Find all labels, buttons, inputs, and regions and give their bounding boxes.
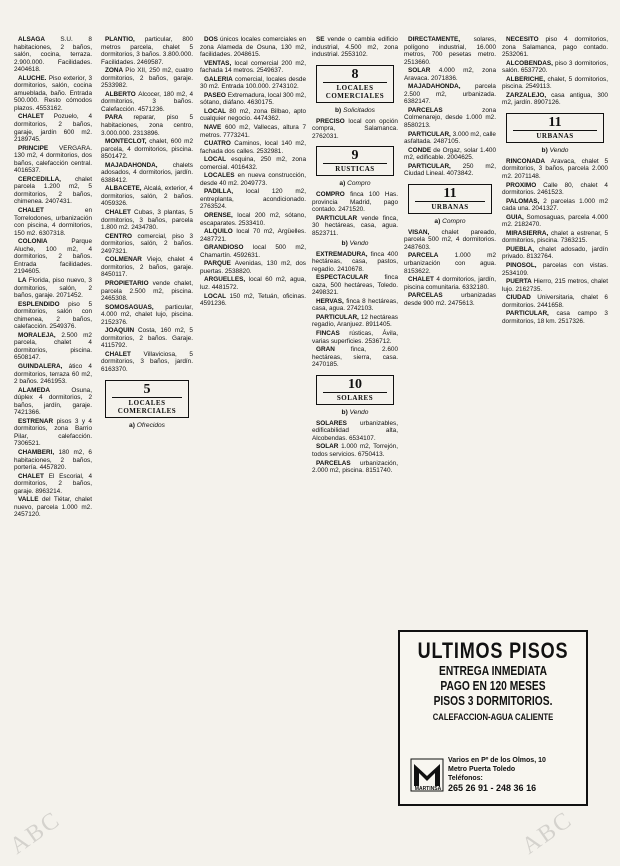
classified-ad (200, 188, 306, 211)
classified-ad-lead: GRANDIOSO (204, 244, 253, 252)
ad-address-2: Metro Puerta Toledo (448, 766, 516, 773)
classified-ad (502, 76, 608, 91)
classified-ad-body: chalet a estrenar, 5 dormitorios, piscina. 7363215. (502, 229, 608, 245)
classified-ad-body: Universitaria, chalet 6 dormitorios. 2441658. (502, 294, 608, 309)
classified-ad (200, 156, 306, 171)
classified-ad (200, 124, 306, 139)
classified-ad-lead: PARCELA (408, 252, 455, 260)
classified-ad-lead: LOCAL (204, 292, 230, 300)
classified-ad-lead: CENTRO (105, 232, 138, 240)
classified-ad (502, 60, 608, 75)
classified-ad-lead: PUEBLA, (506, 245, 539, 253)
classified-ad (14, 145, 92, 175)
classified-ad (14, 176, 92, 206)
classified-ad-body: local 70 m2, Argüelles. 2487721. (200, 228, 306, 243)
classified-ad-body: de Orgaz, solar 1.400 m2, edificable. 2004625. (404, 146, 496, 162)
ad-phone-label: Teléfonos: (448, 775, 483, 782)
section-number: 5 (143, 381, 151, 397)
classified-ad-body: del Tiétar, chalet nuevo, parcela 1.000 m2. 2457120. (14, 496, 92, 519)
classified-ad-lead: CERCEDILLA, (18, 175, 75, 183)
section-title: URBANAS (513, 130, 597, 140)
classified-ad-body: Osuna, dúplex 4 dormitorios, 2 baños, jardín, garaje. 7421366. (14, 386, 92, 417)
classified-ad-body: comercial, piso 3 dormitorios, salón, 2 baños. 2497321. (101, 232, 193, 255)
classified-ad-lead: SE (316, 36, 328, 43)
classified-ad (502, 294, 608, 309)
classified-ad-lead: SOLAR (408, 67, 439, 75)
classified-ad-lead: PRINCIPE (18, 144, 59, 152)
classified-ad-body: Viejo, chalet 4 dormitorios, 2 baños, garaje. 8450117. (101, 256, 193, 279)
section-number: 11 (548, 114, 562, 130)
classified-ad-lead: VISAN, (408, 228, 442, 236)
classified-ad-body: urbanizadas desde 900 m2. 2475613. (404, 292, 496, 307)
classified-ad-body: local 60 m2, agua, luz. 4481572. (200, 276, 306, 291)
column-1 (14, 36, 92, 862)
display-advertisement (398, 630, 588, 806)
classified-ad-lead: CHALET (18, 207, 85, 215)
section-title: LOCALES COMERCIALES (112, 397, 182, 415)
classified-ad-lead: PARCELAS (408, 292, 462, 300)
ad-contact (448, 756, 578, 794)
classified-ad-body: 180 m2, 6 habitaciones, 2 baños, portería. 4457820. (14, 448, 92, 472)
classified-ad-body: Calle 80, chalet 4 dormitorios. 2461523. (502, 181, 608, 197)
section-header-urbanas (408, 184, 492, 214)
classified-ad (404, 276, 496, 291)
section-header-rusticas (316, 146, 394, 176)
classified-ad-lead: CHALET (408, 276, 437, 284)
classified-ad-body: VERGARA. 130 m2, 4 dormitorios, dos baños, calefacción central. 4016537. (14, 144, 92, 175)
classified-ad-lead: PRECISO (316, 117, 349, 125)
section-title: LOCALES COMERCIALES (323, 82, 387, 100)
classified-ad-lead: VENTAS, (204, 59, 235, 67)
classified-ad (502, 182, 608, 197)
classified-ad-lead: VALLE (18, 496, 42, 504)
classified-ad (502, 310, 608, 325)
classified-ad (404, 252, 496, 275)
subsection-label: a) Ofrecidos (129, 421, 165, 429)
classified-ad-body: Aravaca, chalet 5 dormitorios, 3 baños, parcela 2.000 m2. 2071148. (502, 157, 608, 181)
column-4 (312, 36, 398, 862)
classified-ad-lead: CHALET (18, 472, 49, 480)
classified-ad-lead: LA (18, 276, 29, 284)
classified-ad (312, 330, 398, 345)
classified-ad-body: Costa, 160 m2, 5 dormitorios, 2 baños. Garaje. 4115792. (101, 327, 193, 350)
subsection-label: a) Compro (339, 180, 371, 188)
classified-ad (312, 118, 398, 141)
classified-ad-body: particular, 800 metros parcela, chalet 5 dormitorios, 3 baños. 3.800.000. Facilidades. 2469587. (101, 36, 193, 66)
section-title: SOLARES (323, 392, 387, 402)
classified-ad-lead: EXTREMADURA, (316, 250, 371, 258)
classified-ad (200, 276, 306, 291)
subsection-label: b) Solicitados (335, 106, 375, 114)
classified-ad-lead: PARA (105, 114, 134, 122)
classified-ad-lead: SOMOSAGUAS, (105, 303, 166, 311)
classified-ad-body: finca caza, 500 hectáreas, Toledo. 2498321. (312, 274, 398, 297)
classified-ad-lead: DOS (204, 36, 220, 43)
ad-line-bedrooms: PISOS 3 DORMITORIOS. (433, 694, 553, 708)
classified-ad-body: vende finca, 30 hectáreas, casa, agua. 8523711. (312, 214, 398, 238)
classified-ad-lead: ALAMEDA (18, 386, 72, 394)
classified-ad-lead: PARTICULAR, (316, 313, 361, 321)
classified-ad-body: Cubas, 3 plantas, 5 dormitorios, 3 baños, parcela 1.800 m2. 2434780. (101, 209, 193, 232)
classified-ad-body: 12 hectáreas regadío, Aranjuez. 8911405. (312, 313, 398, 329)
section-header-solares (316, 375, 394, 405)
classified-ad (101, 256, 193, 279)
classified-ad-lead: GRAN (316, 346, 351, 354)
section-title: RUSTICAS (323, 163, 387, 173)
classified-ad-lead: CHALET (105, 350, 144, 358)
classified-ad-body: únicos locales comerciales en zona Alameda de Osuna, 130 m2, facilidades. 2048615. (200, 36, 306, 59)
classified-ad-lead: ZARZALEJO, (506, 91, 552, 99)
classified-ad-lead: GUINDALERA, (18, 362, 69, 370)
classified-ad-lead: PROXIMO (506, 181, 544, 189)
classified-ad-lead: PARTICULAR, (408, 162, 463, 170)
classified-ad-body: casa antigua, 300 m2, jardín. 8907126. (502, 91, 608, 107)
classified-ad-lead: CHAMBERI, (18, 448, 59, 456)
classified-ad (101, 327, 193, 350)
classified-ad-body: Pío XII, 250 m2, cuatro dormitorios, 2 baños, garaje. 2533982. (101, 67, 193, 90)
classified-ad-lead: ALQUILO (204, 228, 237, 236)
classified-ad-lead: MAJADAHONDA, (105, 161, 173, 169)
ad-footer (408, 756, 578, 798)
classified-ad-lead: CUATRO (204, 140, 235, 148)
classified-ad-body: Pozuelo, 4 dormitorios, 2 baños, garaje, jardín 600 m2. 2189745. (14, 113, 92, 144)
classified-ad-body: 1.000 m2 urbanización con agua. 8153622. (404, 252, 496, 275)
classified-ad (101, 304, 193, 327)
classified-ad-body: local 500 m2, Chamartín. 4592631. (200, 244, 306, 259)
classified-ad (312, 346, 398, 369)
classified-ad-lead: MAJADAHONDA, (408, 83, 476, 91)
classified-ad-body: local 200 m2, sótano, escaparates. 2533410. (200, 212, 306, 227)
classified-ad-body: S.U. 8 habitaciones, 2 baños, salón, cocina, terraza. 2.900.000. Facilidades. 2404618. (14, 36, 92, 74)
classified-ad (200, 244, 306, 259)
classified-ad-body: Extremadura, local 300 m2, sótano, diáfano. 4630175. (200, 91, 306, 107)
classified-ad (14, 449, 92, 472)
classified-ad (312, 251, 398, 274)
classified-ad-lead: ESPECTACULAR (316, 274, 385, 282)
column-3 (200, 36, 306, 862)
classified-ad-body: chalet pareado, parcela 500 m2, 4 dormitorios. 2487603. (404, 228, 496, 251)
classified-ad (502, 36, 608, 59)
classified-ad-body: local comercial 200 m2, fachada 14 metros. 2549637. (200, 59, 306, 75)
section-header-locales (105, 380, 189, 418)
classified-ad-lead: PARCELAS (408, 106, 483, 114)
classified-ad-lead: PARTICULAR, (408, 130, 453, 138)
classified-ad-body: Somosaguas, parcela 4.000 m2. 2182470. (502, 213, 608, 229)
classified-ad-lead: PALOMAS, (506, 197, 544, 205)
classified-ad-body: 4 dormitorios, jardín, piscina comunitaria. 6332180. (404, 276, 496, 291)
classified-ad-lead: CHALET (105, 209, 134, 217)
classified-ad (502, 262, 608, 277)
ad-line-heating: CALEFACCION-AGUA CALIENTE (432, 712, 554, 722)
classified-ad-lead: PARTICULAR (316, 214, 362, 222)
classified-ad-body: vende chalet, parcela 2.500 m2, piscina. 2465308. (101, 279, 193, 303)
section-number: 8 (351, 66, 359, 82)
classified-ad-body: chalet, 5 dormitorios, piscina. 2549113. (502, 75, 608, 91)
classified-ad-lead: PARCELAS (316, 459, 360, 467)
classified-ad (312, 274, 398, 297)
classified-ad-body: chalet adosado, jardín privado. 8132764. (502, 245, 608, 261)
classified-ad-lead: PADILLA, (204, 188, 246, 196)
classified-ad (101, 185, 193, 208)
classified-ad-lead: ALBERICHE, (506, 75, 548, 83)
classified-ad-lead: LOCALES (204, 172, 238, 180)
classified-ad-body: pisos 3 y 4 dormitorios, zona Barrio Pilar, calefacción. 7306521. (14, 417, 92, 448)
classified-ad (14, 113, 92, 143)
classified-ad-lead: MIRASIERRA, (506, 229, 551, 237)
classified-ad (14, 36, 92, 74)
classified-ad (101, 351, 193, 374)
classified-ad-body: piso 5 dormitorios, salón con chimenea, 2 baños, calefacción. 2549376. (14, 300, 92, 331)
classified-ad-body: 1.000 m2, Torrejón, todos servicios. 6750413. (312, 443, 398, 458)
subsection-label: b) Vendo (341, 408, 369, 416)
column-2 (101, 36, 193, 862)
classified-ad-body: chalet parcela 1.200 m2, 5 dormitorios, 2 baños, chimenea. 2407431. (14, 175, 92, 206)
classified-ad-lead: PUERTA (506, 278, 534, 286)
classified-ad-lead: ALBERTO (105, 90, 139, 98)
classified-ad (404, 292, 496, 307)
classified-ad-body: 4.000 m2, zona Aravaca. 2071836. (404, 67, 496, 82)
classified-ad (14, 277, 92, 300)
classified-ad (14, 496, 92, 519)
subsection-label: b) Vendo (341, 239, 369, 247)
classified-ad-lead: PARQUE (204, 260, 235, 268)
subsection-label: a) Compro (434, 217, 466, 225)
section-number: 11 (443, 185, 457, 201)
classified-ad (101, 280, 193, 303)
classified-ad-body: Hierro, 215 metros, chalet lujo. 2162735. (502, 278, 608, 293)
classified-ad-body: piso 4 dormitorios, zona Salamanca, pago contado. 2532061. (502, 36, 608, 59)
classified-ad-body: Parque Aluche, 100 m2, 4 dormitorios, 2 baños. Entrada facilidades. 2194605. (14, 238, 92, 276)
classified-ad-body: chalets adosados, 4 dormitorios, jardín. 6388412. (101, 161, 193, 184)
classified-ad-lead: DIRECTAMENTE, (408, 36, 474, 43)
classified-ad (14, 207, 92, 237)
classified-ad-lead: COLONIA (18, 238, 72, 246)
classified-ad-body: El Escorial, 4 dormitorios, 2 baños, garaje. 8963214. (14, 472, 92, 495)
classified-ad-body: Florida, piso nuevo, 3 dormitorios, salón, 2 baños, garaje. 2071452. (14, 276, 92, 300)
classified-ad-body: finca 100 Has. provincia Madrid, pago contado. 2471520. (312, 191, 398, 214)
section-number: 9 (351, 148, 359, 164)
classified-ad (14, 363, 92, 386)
classified-ad-body: particular, 4.000 m2, chalet lujo, piscina. 2152376. (101, 303, 193, 326)
classified-ad (404, 147, 496, 162)
classified-ad-body: rústicas, Ávila, varias superficies. 2536712. (312, 330, 398, 345)
classified-ad-body: piso 3 dormitorios, salón. 6537720. (502, 59, 608, 75)
classified-ad (14, 238, 92, 276)
section-number: 10 (348, 376, 362, 392)
classified-ad-body: solares, polígono industrial, 16.000 metros, 700 pesetas metro. 2513660. (404, 36, 496, 66)
classified-ad-body: comercial, locales desde 30 m2. Entrada 100.000. 2743102. (200, 75, 306, 91)
classified-ad-lead: PLANTIO, (105, 36, 145, 43)
classified-ad-body: parcela 2.500 m2, urbanizada. 6382147. (404, 83, 496, 106)
classified-ad-body: reparar, piso 5 habitaciones, zona centro, 3.000.000. 2313896. (101, 114, 193, 137)
classified-ad (312, 36, 398, 59)
classified-ad-body: finca, 2.600 hectáreas, sierra, casa. 2470185. (312, 346, 398, 369)
classified-ad-body: Villaviciosa, 5 dormitorios, 3 baños, jardín. 6163370. (101, 350, 193, 373)
classified-ad-body: 2 parcelas 1.000 m2 cada una. 2041327. (502, 197, 608, 213)
classified-ad (14, 75, 92, 113)
classified-ad (200, 228, 306, 243)
classified-ad (200, 76, 306, 91)
classified-ad-body: local con opción compra, Salamanca. 2762031. (312, 117, 398, 140)
classified-ad-body: urbanización, 2.000 m2, piscina. 8151740. (312, 459, 398, 475)
classified-ad (101, 91, 193, 114)
classified-ad (502, 278, 608, 293)
classified-ad (200, 293, 306, 308)
classified-ad-body: casa campo 3 dormitorios, 18 km. 2517326. (502, 310, 608, 325)
classified-ad-body: esquina, 250 m2, zona comercial. 4016432. (200, 156, 306, 171)
classified-ad-body: vende o cambia edificio industrial, 4.500 m2, zona industrial. 2553102. (312, 36, 398, 59)
classified-ad (404, 163, 496, 178)
classified-ad-body: Avenidas, 130 m2, dos puertas. 2538820. (200, 260, 306, 275)
classified-ad (14, 332, 92, 362)
classified-ad (101, 209, 193, 232)
classified-ad (101, 233, 193, 256)
classified-ad-body: 600 m2, Vallecas, altura 7 metros. 7773241. (200, 124, 306, 139)
classified-ad-body: local 120 m2, entreplanta, acondicionado. 2763524. (200, 188, 306, 211)
classified-ad (14, 387, 92, 417)
classified-ad-body: finca 8 hectáreas, casa, agua. 2742103. (312, 297, 398, 313)
classified-ad (101, 36, 193, 66)
classified-ad (200, 212, 306, 227)
classified-ad-lead: ESPLENDIDO (18, 300, 69, 308)
classified-ad-body: urbanizables, edificabilidad alta, Alcobendas. 6534107. (312, 419, 398, 442)
classified-ad (200, 108, 306, 123)
classified-ad-lead: PASEO (204, 91, 228, 99)
classified-ad (101, 67, 193, 90)
classified-ad-body: chalet, 600 m2 parcela, 4 dormitorios, piscina. 8501472. (101, 138, 193, 161)
ad-phones: 265 26 91 - 248 36 16 (448, 783, 537, 793)
classified-ad (200, 36, 306, 59)
classified-ad-body: en nueva construcción, desde 40 m2. 2049773. (200, 172, 306, 187)
classified-ad-lead: FINCAS (316, 330, 350, 338)
ad-line-delivery: ENTREGA INMEDIATA (438, 664, 548, 678)
section-header-urbanas-2 (506, 113, 604, 143)
classified-ad (200, 140, 306, 155)
classified-ad-body: Piso exterior, 3 dormitorios, salón, cocina amueblada, baño. Entrada 500.000. Resto cómodos plazos. 4553162. (14, 74, 92, 112)
classified-ad (14, 473, 92, 496)
classified-ad-body: ático 4 dormitorios, terraza 60 m2, 2 baños. 2461953. (14, 362, 92, 386)
classified-ad-lead: CHALET (18, 113, 54, 121)
classified-ad-lead: NECESITO (506, 36, 546, 43)
classified-ad (101, 138, 193, 161)
classified-ad (200, 60, 306, 75)
classified-ad (312, 298, 398, 313)
classified-ad-lead: ALBACETE, (105, 185, 144, 193)
classified-ad-lead: COMPRO (316, 191, 351, 199)
classified-ad-lead: PINOSOL, (506, 262, 543, 270)
classified-ad (101, 114, 193, 137)
classified-ad-body: 3.000 m2, calle asfaltada. 2487105. (404, 130, 496, 146)
ad-headline: ULTIMOS PISOS (417, 638, 569, 663)
classified-ad-body: 2.500 m2 parcela, chalet 4 dormitorios, piscina. 6508147. (14, 331, 92, 362)
classified-ad-body: zona Colmenarejo, desde 1.000 m2. 8580213. (404, 106, 496, 130)
classified-ad-body: 80 m2, zona Bilbao, apto cualquier negocio. 4474362. (200, 107, 306, 123)
classified-ad (502, 214, 608, 229)
classified-ad-lead: CIUDAD (506, 294, 538, 302)
classified-ad-lead: MORALEJA, (18, 331, 62, 339)
classified-ad (200, 172, 306, 187)
classified-ad (404, 229, 496, 252)
classified-ad (312, 460, 398, 475)
classified-ad-lead: LOCAL (204, 107, 230, 115)
classified-ad (101, 162, 193, 185)
classified-ad-lead: HERVAS, (316, 297, 347, 305)
classified-ad (502, 246, 608, 261)
classified-ad-lead: MONTECLOT, (105, 138, 150, 146)
classified-ad-body: en Torrelodones, urbanización con piscina, 4 dormitorios, 150 m2. 6307318. (14, 207, 92, 237)
classified-ad-lead: JOAQUIN (105, 327, 138, 335)
ad-address-1: Varios en Pº de los Olmos, 10 (448, 757, 546, 764)
classified-ad-lead: COLMENAR (105, 256, 147, 264)
classified-ad-body: Alcocer, 180 m2, 4 dormitorios, 3 baños. Calefacción. 4571236. (101, 90, 193, 113)
classified-ad (404, 67, 496, 82)
classified-ad-lead: LOCAL (204, 156, 232, 164)
classified-ad-lead: ALSAGA (18, 36, 61, 43)
classified-ad (404, 107, 496, 130)
classified-ad-lead: GALERIA (204, 75, 235, 83)
classified-ad-lead: SOLARES (316, 419, 360, 427)
classified-ad-lead: NAVE (204, 124, 225, 132)
classified-ad-body: Caminos, local 140 m2, fachada dos calles. 2532981. (200, 140, 306, 155)
classified-ad (502, 198, 608, 213)
classified-ad (312, 443, 398, 458)
classified-ad-lead: CONDE (408, 146, 434, 154)
classified-ad (502, 158, 608, 181)
classified-ad (200, 260, 306, 275)
classified-ad-body: 150 m2, Tetuán, oficinas. 4591236. (200, 292, 306, 308)
classified-ad-lead: GUIA, (506, 213, 527, 221)
classified-ad-body: 250 m2, Ciudad Lineal. 4073842. (404, 162, 496, 178)
section-title: URBANAS (415, 201, 485, 211)
classified-ad-lead: ALUCHE. (18, 74, 49, 82)
classified-ad (312, 420, 398, 443)
company-logo-text: MARTINSA (414, 786, 442, 792)
classified-ad (312, 215, 398, 238)
classified-ad-lead: PARTICULAR, (506, 310, 557, 318)
subsection-label: b) Vendo (541, 146, 569, 154)
classified-ad-lead: ZONA (105, 67, 126, 75)
classified-ad (502, 230, 608, 245)
section-header-locales-2 (316, 65, 394, 103)
classified-ad-lead: PROPIETARIO (105, 279, 153, 287)
classified-ad (404, 36, 496, 66)
classified-ad (404, 131, 496, 146)
classified-ad-body: Alcalá, exterior, 4 dormitorios, salón, 2 baños. 4059326. (101, 185, 193, 208)
classified-ad (200, 92, 306, 107)
classified-ad (312, 314, 398, 329)
classified-ad-lead: ESTRENAR (18, 417, 57, 425)
classified-ad-lead: ALCOBENDAS, (506, 59, 556, 67)
watermark: ABC (5, 806, 66, 860)
classified-ad-lead: ARGUELLES, (204, 276, 249, 284)
classified-ad-body: parcelas con vistas. 2534109. (502, 262, 608, 277)
classified-ad (502, 92, 608, 107)
classified-ad (14, 418, 92, 448)
ad-line-payment: PAGO EN 120 MESES (440, 679, 546, 693)
classified-ad-lead: ORENSE, (204, 212, 238, 220)
watermark: ABC (517, 806, 578, 860)
classified-ad (312, 191, 398, 214)
classified-ad (14, 301, 92, 331)
classified-ad-body: finca 400 hectáreas, casa, pastos, regadío. 2410678. (312, 250, 398, 273)
classified-ad-lead: SOLAR (316, 443, 342, 451)
classified-ad-lead: RINCONADA (506, 157, 551, 165)
classified-ad (404, 83, 496, 106)
